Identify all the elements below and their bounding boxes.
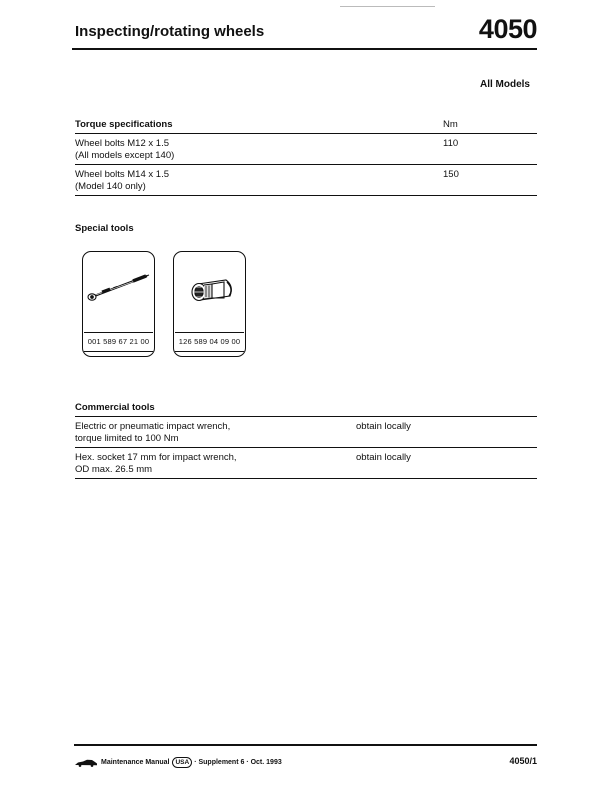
torque-heading: Torque specifications	[75, 119, 173, 130]
torque-wrench-icon	[83, 252, 154, 330]
supplement-info: · Supplement 6 · Oct. 1993	[194, 759, 282, 766]
source-value: obtain locally	[356, 421, 411, 432]
torque-value: 110	[443, 138, 459, 149]
table-header	[75, 119, 537, 134]
table-row	[75, 165, 537, 196]
tool-part-number: 001 589 67 21 00	[84, 332, 153, 352]
table-row	[75, 417, 537, 448]
row-description-line2: OD max. 26.5 mm	[75, 464, 153, 475]
applicability-label: All Models	[479, 79, 530, 90]
header-rule	[72, 48, 537, 50]
section-code: 4050	[478, 14, 537, 44]
footer	[75, 757, 282, 768]
scan-mark	[340, 6, 435, 7]
row-description-line2: (All models except 140)	[75, 150, 175, 161]
unit-label: Nm	[443, 119, 458, 130]
commercial-tools-table	[75, 402, 537, 479]
table-row	[75, 134, 537, 165]
car-logo-icon	[75, 759, 97, 767]
page-title: Inspecting/rotating wheels	[75, 23, 265, 40]
row-description-line1: Electric or pneumatic impact wrench,	[75, 421, 231, 432]
manual-name: Maintenance Manual	[101, 759, 170, 766]
commercial-tools-heading: Commercial tools	[75, 402, 155, 413]
footer-rule	[74, 744, 537, 746]
row-description-line1: Wheel bolts M14 x 1.5	[75, 169, 169, 180]
tool-part-number: 126 589 04 09 00	[175, 332, 244, 352]
region-badge: USA	[172, 757, 192, 768]
socket-icon	[174, 252, 245, 330]
torque-value: 150	[443, 169, 459, 180]
row-description-line1: Wheel bolts M12 x 1.5	[75, 138, 169, 149]
tool-card	[173, 251, 246, 357]
table-row	[75, 448, 537, 479]
row-description-line2: torque limited to 100 Nm	[75, 433, 179, 444]
tool-card	[82, 251, 155, 357]
row-description-line1: Hex. socket 17 mm for impact wrench,	[75, 452, 237, 463]
page-number: 4050/1	[509, 756, 537, 766]
table-header	[75, 402, 537, 417]
torque-spec-table	[75, 119, 537, 196]
special-tools-heading: Special tools	[75, 223, 134, 234]
source-value: obtain locally	[356, 452, 411, 463]
row-description-line2: (Model 140 only)	[75, 181, 146, 192]
